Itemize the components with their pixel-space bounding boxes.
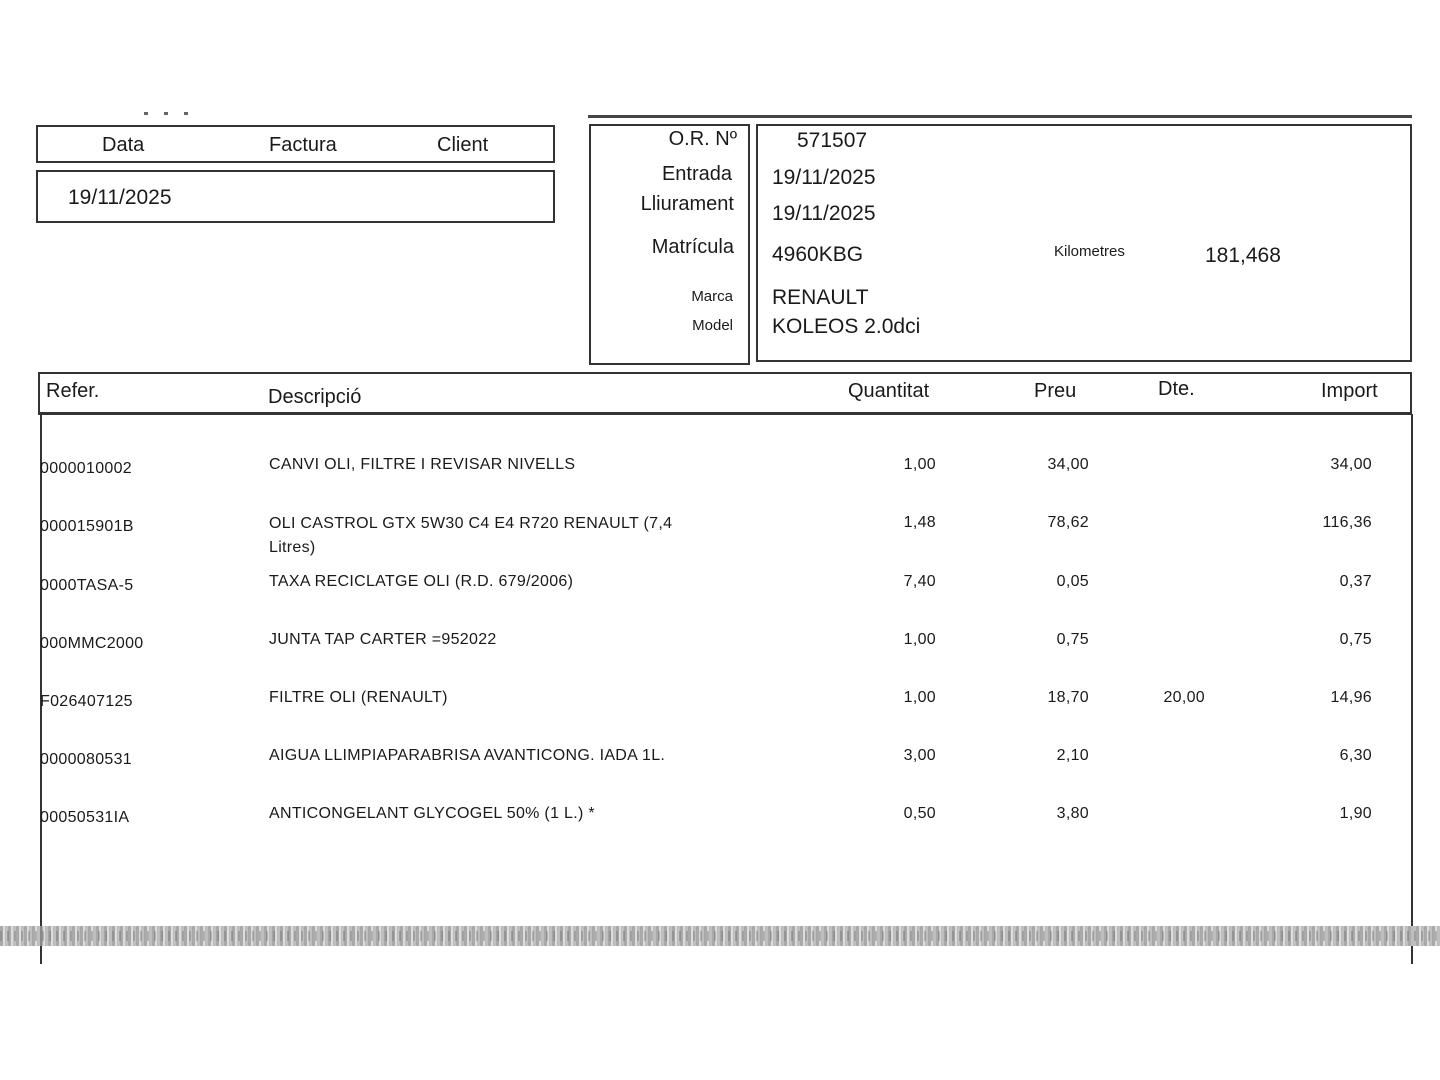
cell-amount: 116,36 [1322,514,1372,531]
kilometres-value: 181,468 [1205,244,1281,267]
cell-price: 2,10 [1056,747,1089,764]
or-value: 571507 [797,129,868,152]
cell-qty: 1,00 [903,456,936,473]
cell-price: 78,62 [1047,514,1089,531]
cell-desc: TAXA RECICLATGE OLI (R.D. 679/2006) [269,573,574,590]
cell-ref: 0000080531 [40,751,132,768]
col-header-disc: Dte. [1158,378,1195,400]
matricula-value: 4960KBG [772,243,864,266]
col-header-qty: Quantitat [848,380,930,402]
cell-desc: FILTRE OLI (RENAULT) [269,689,448,706]
col-header-amount: Import [1321,380,1378,402]
cell-ref: F026407125 [40,693,133,710]
col-header-ref: Refer. [46,380,100,402]
table-row [0,747,1440,797]
cell-desc: CANVI OLI, FILTRE I REVISAR NIVELLS [269,456,576,473]
cell-qty: 1,00 [903,631,936,648]
cell-ref: 0000TASA-5 [40,577,134,594]
or-label: O.R. Nº [668,128,737,150]
cell-disc: 20,00 [1163,689,1205,706]
cell-qty: 1,48 [903,514,936,531]
scan-mark [144,112,204,115]
cell-amount: 34,00 [1330,456,1372,473]
cell-qty: 1,00 [903,689,936,706]
cell-ref: 000MMC2000 [40,635,144,652]
cell-price: 3,80 [1056,805,1089,822]
cell-desc: AIGUA LLIMPIAPARABRISA AVANTICONG. IADA 1L. [269,747,666,764]
matricula-label: Matrícula [651,236,734,258]
cell-desc: OLI CASTROL GTX 5W30 C4 E4 R720 RENAULT (7,4 Litres) [269,515,673,556]
table-header-box [38,372,1412,415]
scan-noise-overlay [0,931,1440,941]
cell-price: 0,75 [1056,631,1089,648]
table-row [0,689,1440,739]
cell-amount: 6,30 [1339,747,1372,764]
lliurament-value: 19/11/2025 [772,202,876,225]
client-label: Client [437,134,489,156]
cell-ref: 000015901B [40,518,134,535]
top-rule [588,115,1412,118]
col-header-desc: Descripció [268,386,362,408]
cell-qty: 3,00 [903,747,936,764]
kilometres-label: Kilometres [1054,243,1125,260]
cell-amount: 0,37 [1339,573,1372,590]
table-row [0,573,1440,623]
entrada-label: Entrada [661,163,732,185]
entrada-value: 19/11/2025 [772,166,876,189]
invoice-date: 19/11/2025 [68,186,172,209]
table-row [0,514,1440,564]
cell-qty: 0,50 [903,805,936,822]
table-row [0,805,1440,855]
cell-price: 0,05 [1056,573,1089,590]
cell-ref: 0000010002 [40,460,132,477]
table-row [0,456,1440,506]
cell-price: 34,00 [1047,456,1089,473]
lliurament-label: Lliurament [640,193,734,215]
data-label: Data [102,134,145,156]
cell-amount: 1,90 [1339,805,1372,822]
cell-amount: 14,96 [1330,689,1372,706]
cell-ref: 00050531IA [40,809,130,826]
cell-qty: 7,40 [903,573,936,590]
cell-amount: 0,75 [1339,631,1372,648]
cell-desc: JUNTA TAP CARTER =952022 [269,631,497,648]
cell-price: 18,70 [1047,689,1089,706]
marca-label: Marca [691,288,733,305]
table-row [0,631,1440,681]
factura-label: Factura [269,134,337,156]
marca-value: RENAULT [772,286,869,309]
model-value: KOLEOS 2.0dci [772,315,921,338]
cell-desc: ANTICONGELANT GLYCOGEL 50% (1 L.) * [269,805,595,822]
model-label: Model [692,317,733,334]
col-header-price: Preu [1034,380,1077,402]
